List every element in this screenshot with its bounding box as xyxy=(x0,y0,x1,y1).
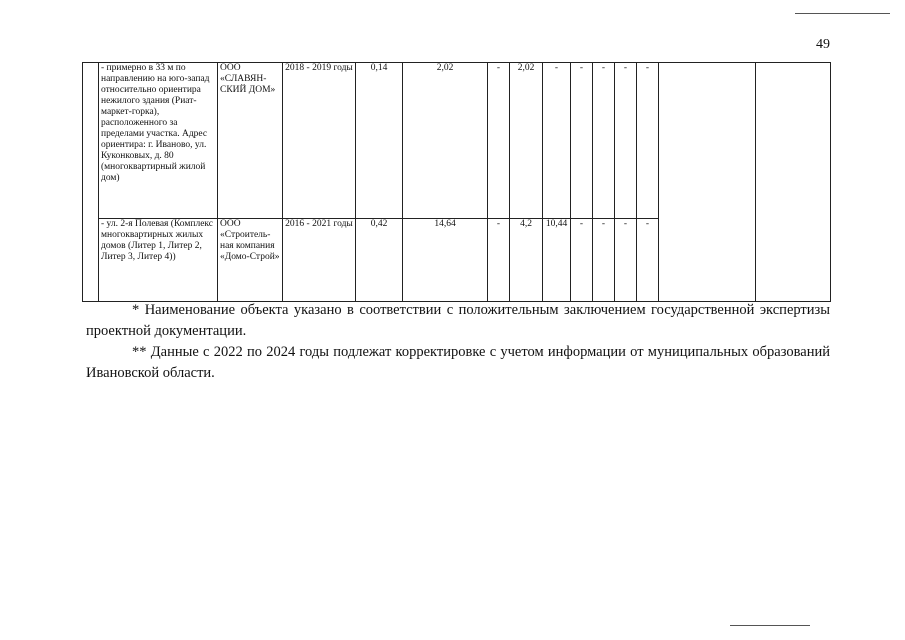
footnote: ** Данные с 2022 по 2024 годы подлежат корректировке с учетом информации от муниципальных образований Ивановской области. xyxy=(86,344,830,381)
period-cell: 2016 - 2021 годы xyxy=(283,219,356,302)
object-description-cell: - ул. 2-я Полевая (Комплекс многоквартирных жилых домов (Литер 1, Литер 2, Литер 3, Литер 4)) xyxy=(99,219,218,302)
scan-edge-top xyxy=(795,13,890,14)
organization-cell: ООО «СЛАВЯН-СКИЙ ДОМ» xyxy=(218,63,283,219)
value-cell: - xyxy=(593,63,615,219)
value-cell: - xyxy=(571,219,593,302)
period-cell: 2018 - 2019 годы xyxy=(283,63,356,219)
index-cell xyxy=(83,63,99,302)
value-cell: - xyxy=(571,63,593,219)
value-cell: 0,14 xyxy=(356,63,403,219)
object-description-cell: - примерно в 33 м по направлению на юго-запад относительно ориентира нежилого здания (Риат-маркет-горка), расположенного за пределами участка. Адрес ориентира: г. Иваново, ул. Куконковых, д. 80 (многоквартирный жилой дом) xyxy=(99,63,218,219)
value-cell: - xyxy=(637,219,659,302)
value-cell: - xyxy=(637,63,659,219)
value-cell: 0,42 xyxy=(356,219,403,302)
organization-cell: ООО «Строитель-ная компания «Домо-Строй» xyxy=(218,219,283,302)
scan-edge-bottom xyxy=(730,625,810,626)
value-cell: - xyxy=(593,219,615,302)
footnote: * Наименование объекта указано в соответствии с положительным заключением государственной экспертизы проектной документации. xyxy=(86,302,830,339)
value-cell: - xyxy=(488,63,510,219)
data-table xyxy=(82,62,831,302)
table-row xyxy=(83,63,831,219)
value-cell: - xyxy=(488,219,510,302)
empty-cell xyxy=(659,63,756,302)
value-cell: - xyxy=(543,63,571,219)
empty-cell xyxy=(756,63,831,302)
footnotes xyxy=(86,300,830,384)
value-cell: - xyxy=(615,219,637,302)
value-cell: 2,02 xyxy=(510,63,543,219)
value-cell: 14,64 xyxy=(403,219,488,302)
value-cell: 4,2 xyxy=(510,219,543,302)
value-cell: - xyxy=(615,63,637,219)
value-cell: 2,02 xyxy=(403,63,488,219)
page-number: 49 xyxy=(816,37,830,52)
value-cell: 10,44 xyxy=(543,219,571,302)
